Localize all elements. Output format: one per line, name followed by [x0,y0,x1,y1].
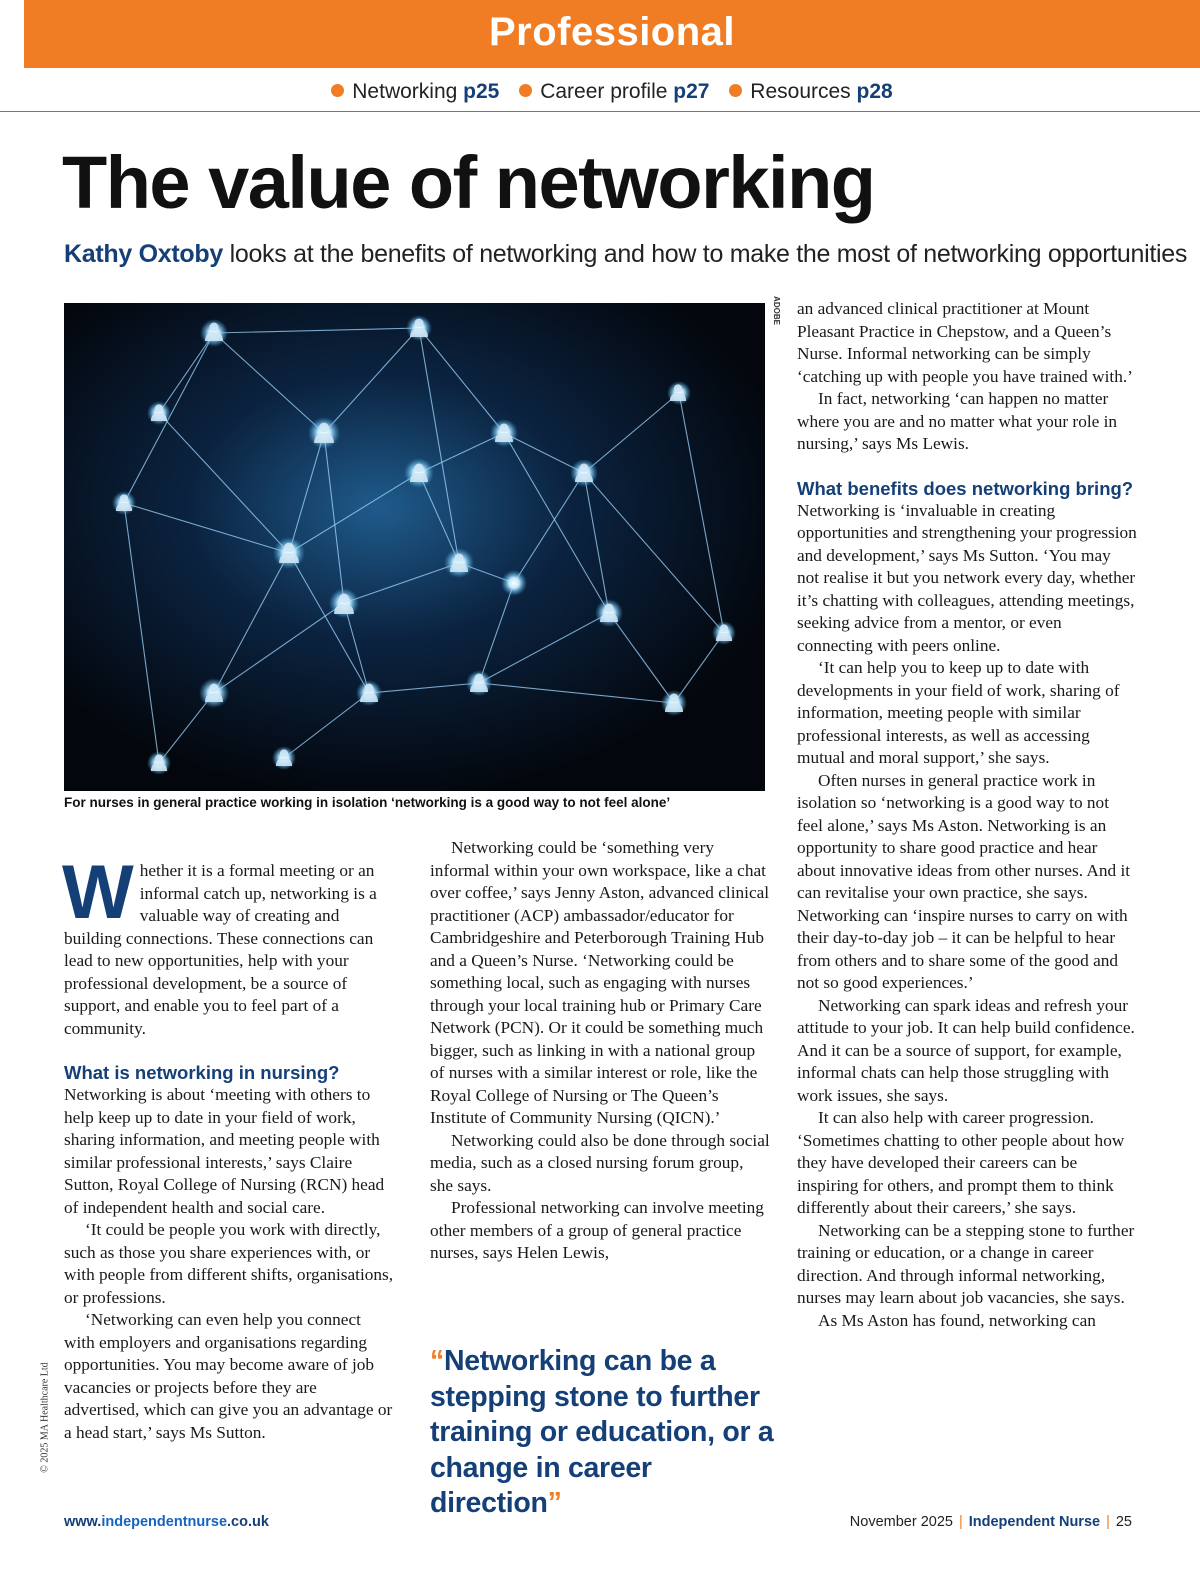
section-contents-bar [24,72,1200,112]
body-paragraph: As Ms Aston has found, networking can [818,1310,1096,1330]
body-paragraph: Networking is about ‘meeting with others to help keep up to date in your field of work, sharing information, and meeting people with similar professional interests,’ says Claire Sutton, Royal College of Nursing (RCN) head of independent health and social care. [64,1085,385,1217]
pull-quote: “Networking can be a stepping stone to further training or education, or a change in career direction” [430,1345,774,1519]
body-paragraph: ‘It could be people you work with directly, such as those you share experiences with, or with people from different shifts, organisations, or professions. [64,1220,394,1307]
subheading-benefits: What benefits does networking bring? [797,477,1134,499]
article-column-3 [797,298,1137,1332]
contents-item-resources[interactable]: Resources p28 [729,80,892,103]
close-quote-mark: ” [547,1487,562,1519]
body-paragraph: Networking can spark ideas and refresh your attitude to your job. It can help build confidence. And it can be a source of support, for example, informal chats can help those struggling with work issues, she says. [797,995,1135,1105]
photo-credit: ADOBE [771,296,781,325]
folio-separator: | [958,1514,963,1530]
subheading-what-is-networking: What is networking in nursing? [64,1062,340,1083]
contents-item-career-profile[interactable]: Career profile p27 [519,80,709,103]
body-paragraph: It can also help with career progression. ‘Sometimes chatting to other people about how they have developed their careers can be inspiring for others, and prompt them to think differently about their careers,’ she says. [797,1108,1125,1217]
open-quote-mark: “ [430,1345,444,1377]
body-paragraph: Networking can be a stepping stone to further training or education, or a change in career direction. And through informal networking, nurses may learn about job vacancies, she says. [797,1220,1135,1307]
network-graph-image [64,303,765,791]
body-paragraph: Networking is ‘invaluable in creating opportunities and strengthening your progression and development,’ says Ms Sutton. ‘You may not realise it but you network every day, whether it’s chatting with colleagues, attending meetings, seeking advice from a mentor, or even connecting with peers online. [797,500,1137,655]
contents-item-networking[interactable]: Networking p25 [331,80,499,103]
article-column-2 [430,837,770,1265]
drop-cap: W [62,850,134,935]
author-name: Kathy Oxtoby [64,240,223,268]
networking-illustration [64,303,765,791]
footer-folio [850,1514,1132,1530]
bullet-dot-icon [331,84,344,97]
body-paragraph: In fact, networking ‘can happen no matter where you are and no matter what your role in nursing,’ says Ms Lewis. [797,389,1118,453]
magazine-name: Independent Nurse [968,1514,1101,1530]
body-paragraph: ‘Networking can even help you connect with employers and organisations regarding opportunities. You may become aware of job vacancies or projects before they are advertised, which can give you an advantage or a head start,’ says Ms Sutton. [64,1310,393,1442]
body-paragraph: ‘It can help you to keep up to date with developments in your field of work, sharing of information, meeting people with similar professional interests, as well as accessing mutual and moral support,’ she says. [797,658,1120,767]
bullet-dot-icon [519,84,532,97]
article-headline: The value of networking [62,141,875,224]
body-paragraph: an advanced clinical practitioner at Mount Pleasant Practice in Chepstow, and a Queen’s Nurse. Informal networking can be simply ‘catching up with people you have trained with.’ [797,299,1133,386]
issue-date: November 2025 [849,1514,953,1530]
article-standfirst: Kathy Oxtoby looks at the benefits of networking and how to make the most of networking opportunities [64,240,1188,268]
section-banner [24,0,1200,68]
page-number: 25 [1115,1514,1132,1530]
body-paragraph: Often nurses in general practice work in isolation so ‘networking is a good way to not feel alone,’ says Ms Aston. Networking is an opportunity to share good practice and hear about innovative ideas from other nurses. And it can revitalise your own practice, she says. Networking can ‘inspire nurses to carry on with their day-to-day job – it can be helpful to hear from others and to share some of the good and not so good experiences.’ [797,770,1131,992]
copyright-notice: © 2025 MA Healthcare Ltd [39,1362,51,1473]
body-paragraph: Professional networking can involve meeting other members of a group of general practice nurses, says Helen Lewis, [430,1198,764,1262]
bullet-dot-icon [729,84,742,97]
footer-website-link[interactable]: www.independentnurse.co.uk [64,1514,269,1530]
article-column-1 [62,850,394,1444]
intro-paragraph: Whether it is a formal meeting or an informal catch up, networking is a valuable way of creating and building connections. These connections can lead to new opportunities, help with your professional development, be a source of support, and enable you to feel part of a community. [62,850,377,1038]
folio-separator: | [1106,1514,1110,1530]
section-title: Professional [488,10,736,54]
photo-caption: For nurses in general practice working in isolation ‘networking is a good way to not feel alone’ [64,795,671,810]
body-paragraph: Networking could be ‘something very informal within your own workspace, like a chat over coffee,’ says Jenny Aston, advanced clinical practitioner (ACP) ambassador/educator for Cambridgeshire and Peterborough Training Hub and a Queen’s Nurse. ‘Networking could be something local, such as engaging with nurses through your local training hub or Primary Care Network (PCN). Or it could be something much bigger, such as linking in with a national group of nurses with a similar interest or role, like the Royal College of Nursing or The Queen’s Institute of Community Nursing (QICN).’ [430,838,770,1127]
header-divider [0,111,1200,112]
body-paragraph: Networking could also be done through social media, such as a closed nursing forum group, she says. [430,1130,770,1195]
